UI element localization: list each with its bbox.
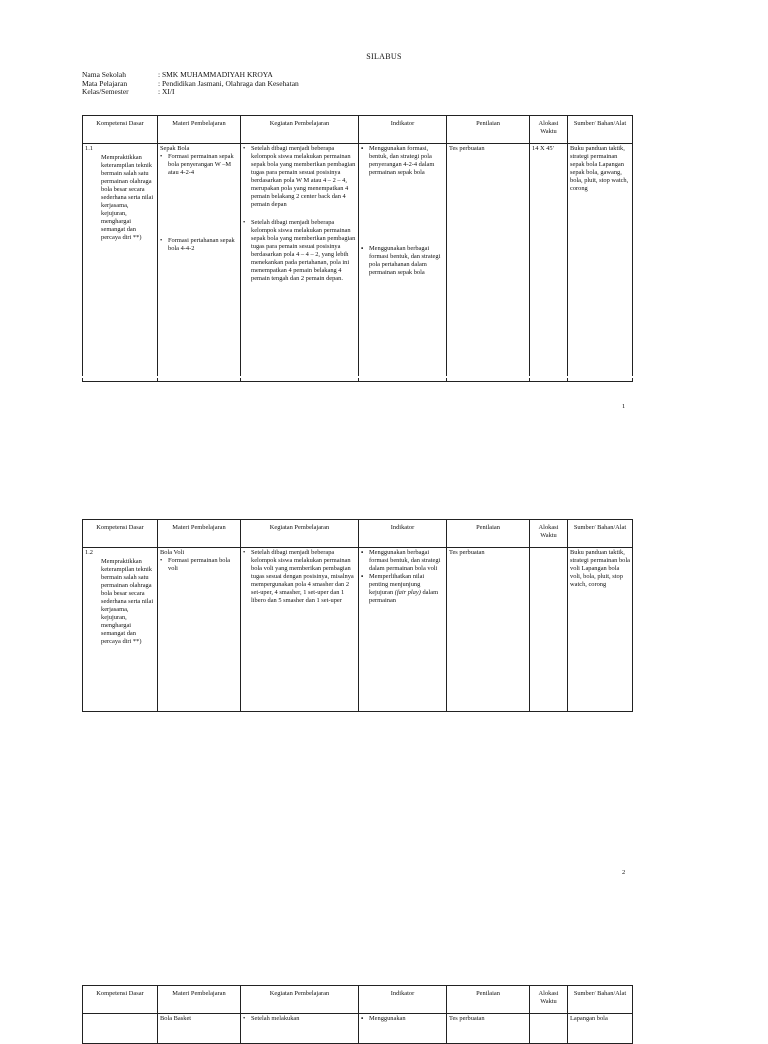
penilaian-cell: Tes perbuatan [447,1014,530,1044]
list-item [243,1015,356,1023]
materi-item: Formasi pertahanan sepak bola 4-4-2 [168,237,235,252]
materi-cell [158,144,241,382]
meta-value: : SMK MUHAMMADIYAH KROYA [158,70,273,79]
penilaian-cell: Tes perbuatan [447,548,530,712]
table-row [83,1014,633,1044]
header-alokasi: Alokasi Waktu [530,986,568,1014]
bullet-icon: • [243,219,246,226]
syllabus-table-page-3 [82,985,633,1044]
header-indikator: Indikator [359,986,447,1014]
materi-cell: Bola Basket [158,1014,241,1044]
header-indikator: Indikator [359,116,447,144]
bullet-icon: • [243,145,246,152]
header-kd: Kompetensi Dasar [83,116,158,144]
materi-heading: Sepak Bola [160,145,190,152]
bullet-icon: • [243,1015,246,1022]
alokasi-cell [530,1014,568,1044]
list-item [361,145,444,177]
indikator-text: Memperlihatkan nilai penting menjunjung kejujuran [369,573,425,596]
page-number: 1 [622,403,626,410]
header-alokasi: Alokasi Waktu [530,520,568,548]
syllabus-table-page-2 [82,519,633,712]
table-header-row [83,116,633,144]
header-materi: Materi Pembelajaran [158,520,241,548]
indikator-cell [359,548,447,712]
indikator-text: dalam permainan [369,589,439,604]
header-penilaian: Penilaian [447,520,530,548]
indikator-cell [359,144,447,382]
sumber-cell: Lapangan bola [568,1014,633,1044]
square-bullet-icon: ▪ [361,549,364,556]
kegiatan-cell [241,144,359,382]
header-materi: Materi Pembelajaran [158,116,241,144]
materi-item: Formasi permainan sepak bola penyerangan W –M atau 4-2-4 [168,153,234,176]
page-number: 2 [622,869,626,876]
meta-label: Kelas/Semester [82,87,129,97]
list-item [160,237,238,253]
bullet-icon: • [160,153,163,160]
syllabus-table-page-1 [82,115,633,382]
kegiatan-cell [241,548,359,712]
meta-label: Mata Pelajaran [82,78,128,88]
indikator-item: Menggunakan [369,1015,406,1022]
square-bullet-icon: ▪ [361,1015,364,1022]
kegiatan-item: Setelah dibagi menjadi beberapa kelompok siswa melakukan permainan sepak bola yang memberikan pembagian tugas para pemain sesuai posisinya berdasarkan pola 4 – 4 – 2, yang lebih menekankan pada pertahanan, pola ini menempatkan 4 pemain belakang 4 pemain tengah dan 2 pemain depan. [251,219,356,282]
header-kegiatan: Kegiatan Pembelajaran [241,116,359,144]
bullet-icon: • [243,549,246,556]
table-header-row [83,520,633,548]
indikator-item [369,573,444,605]
kegiatan-item: Setelah dibagi menjadi beberapa kelompok siswa melakukan permainan sepak bola yang memberikan pembagian tugas para pemain sesuai posisinya berdasarkan pola W M atau 4 – 2 – 4, merupakan pola yang menempatkan 4 pemain belakang 2 center back dan 4 pemain depan [251,145,356,208]
materi-item: Formasi permainan bola voli [168,557,231,572]
header-penilaian: Penilaian [447,116,530,144]
header-sumber: Sumber/ Bahan/Alat [568,116,633,144]
kegiatan-item: Setelah melakukan [251,1015,300,1022]
header-materi: Materi Pembelajaran [158,986,241,1014]
meta-label: Nama Sekolah [82,70,126,79]
header-penilaian: Penilaian [447,986,530,1014]
header-alokasi: Alokasi Waktu [530,116,568,144]
bullet-icon: • [160,557,163,564]
header-kd: Kompetensi Dasar [83,986,158,1014]
alokasi-cell: 14 X 45' [530,144,568,382]
document-meta [82,71,299,97]
indikator-cell [359,1014,447,1044]
header-kd: Kompetensi Dasar [83,520,158,548]
header-sumber: Sumber/ Bahan/Alat [568,986,633,1014]
indikator-item: Menggunakan formasi, bentuk, dan strategi pola penyerangan 4-2-4 dalam permainan sepak bola [369,145,435,176]
sumber-cell: Buku panduan taktik, strategi permainan sepak bola Lapangan sepak bola, gawang, bola, pluit, stop watch, corong [568,144,633,382]
penilaian-cell: Tes perbuatan [447,144,530,382]
indikator-item: Menggunakan berbagai formasi bentuk, dan strategi pola pertahanan dalam permainan sepak bola [369,245,441,276]
materi-heading: Bola Voli [160,549,185,556]
indikator-item: Menggunakan berbagai formasi bentuk, dan strategi dalam permainan bola voli [369,549,441,572]
list-item [243,549,356,605]
header-indikator: Indikator [359,520,447,548]
document-title: SILABUS [366,52,402,61]
table-row [83,548,633,712]
kd-text: Mempraktikkan keterampilan teknik bermain salah satu permainan olahraga bola besar secara sederhana serta nilai kerjasama, kejujuran, menghargai semangat dan percaya diri **) [101,558,154,645]
table-row [83,144,633,382]
indikator-italic: (fair play) [394,589,421,596]
square-bullet-icon: ▪ [361,245,364,252]
list-item [243,219,356,283]
list-item [243,145,356,209]
list-item [361,245,444,277]
square-bullet-icon: ▪ [361,573,364,580]
list-item [361,549,444,573]
list-item [361,1015,444,1023]
list-item [361,573,444,605]
table-header-row [83,986,633,1014]
meta-class [82,88,299,97]
kd-number: 1.1 [85,145,93,152]
bullet-icon: • [160,237,163,244]
kd-text: Mempraktikkan keterampilan teknik bermain salah satu permainan olahraga bola besar secara sederhana serta nilai kerjasama, kejujuran, menghargai semangat dan percaya diri **) [101,154,154,241]
square-bullet-icon: ▪ [361,145,364,152]
alokasi-cell [530,548,568,712]
meta-value: : Pendidikan Jasmani, Olahraga dan Kesehatan [158,78,299,88]
kd-cell [83,144,158,382]
kd-cell [83,1014,158,1044]
list-item [160,153,238,177]
sumber-cell: Buku panduan taktik, strategi permainan bola voli Lapangan bola voli, bola, pluit, stop watch, corong [568,548,633,712]
kd-number: 1.2 [85,549,93,556]
meta-value: : XI/I [158,87,175,97]
kd-cell [83,548,158,712]
kegiatan-cell [241,1014,359,1044]
list-item [160,557,238,573]
header-kegiatan: Kegiatan Pembelajaran [241,520,359,548]
header-kegiatan: Kegiatan Pembelajaran [241,986,359,1014]
header-sumber: Sumber/ Bahan/Alat [568,520,633,548]
materi-cell [158,548,241,712]
kegiatan-item: Setelah dibagi menjadi beberapa kelompok siswa melakukan permainan bola voli yang memberikan pembagian tugas sesuai dengan posisinya, misalnya mempergunakan pola 4 smasher dan 2 set-uper, 4 smasher, 1 set-uper dan 1 libero dan 5 smasher dan 1 set-uper [251,549,354,604]
